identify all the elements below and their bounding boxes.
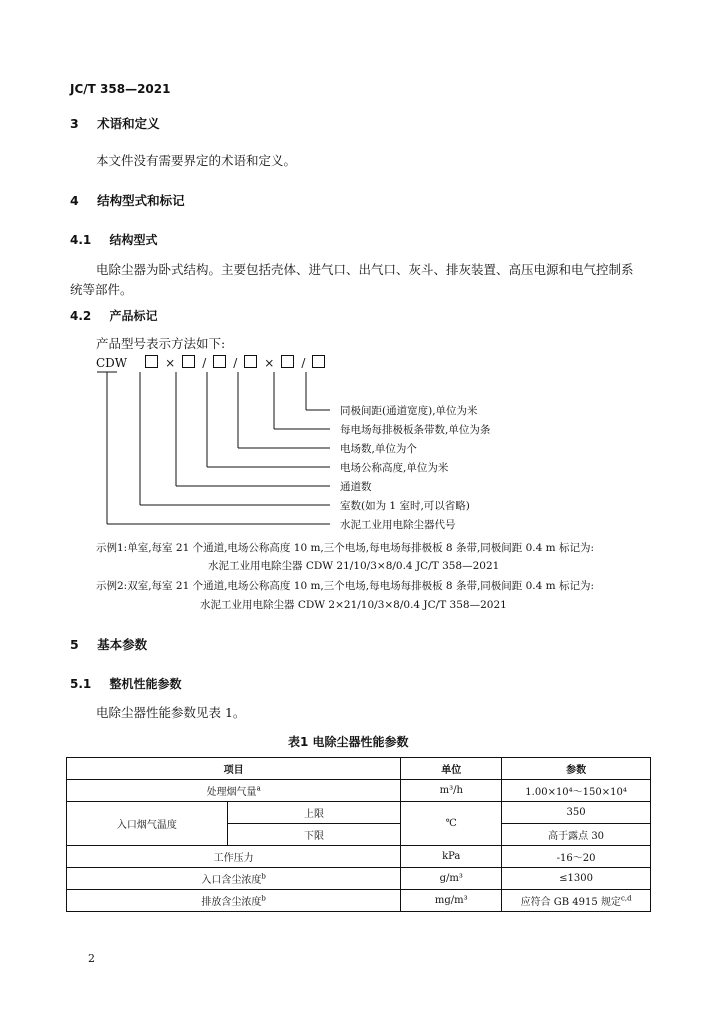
unit-cell: g/m³: [401, 868, 502, 890]
times-sign: ×: [165, 356, 176, 370]
section-title: 基本参数: [97, 637, 148, 652]
param-cell: [502, 890, 651, 912]
unit-cell: kPa: [401, 846, 502, 868]
slash-sign: /: [301, 356, 306, 370]
section-5-1-body: 电除尘器性能参数见表 1。: [96, 705, 246, 720]
section-number: 3: [70, 116, 79, 131]
code-label-strips: 每电场每排极板条带数,单位为条: [340, 424, 491, 436]
document-header: JC/T 358—2021: [70, 82, 171, 96]
item-cell: 工作压力: [67, 846, 401, 868]
header-unit: 单位: [401, 758, 502, 780]
param-cell: -16～20: [502, 846, 651, 868]
item-text: 处理烟气量: [206, 787, 257, 798]
code-label-fields: 电场数,单位为个: [340, 443, 417, 455]
subitem-cell: 下限: [227, 824, 401, 846]
item-cell: 入口烟气温度: [67, 802, 228, 846]
section-5-1-heading: [70, 675, 181, 692]
slash-sign: /: [202, 356, 207, 370]
footnote-mark: c,d: [620, 894, 632, 903]
placeholder-box-fields: [244, 355, 257, 368]
subitem-cell: 上限: [227, 802, 401, 824]
section-number: 4: [70, 193, 79, 208]
section-number: 4.1: [70, 233, 92, 247]
slash-sign: /: [233, 356, 238, 370]
section-number: 5: [70, 637, 79, 652]
placeholder-box-rooms: [145, 355, 158, 368]
example-1-line1: 示例1:单室,每室 21 个通道,电场公称高度 10 m,三个电场,每电场每排极板 8 条带,同极间距 0.4 m 标记为:: [96, 542, 594, 554]
table-row: [67, 780, 651, 802]
table-header-row: [67, 758, 651, 780]
section-4-2-heading: [70, 307, 157, 324]
code-label-product-code: 水泥工业用电除尘器代号: [340, 519, 456, 531]
section-number: 4.2: [70, 309, 92, 323]
param-cell: 350: [502, 802, 651, 824]
section-3-body: 本文件没有需要界定的术语和定义。: [96, 153, 297, 168]
table-row: [67, 890, 651, 912]
item-text: 排放含尘浓度: [201, 897, 262, 908]
example-1-line2: 水泥工业用电除尘器 CDW 21/10/3×8/0.4 JC/T 358—2021: [208, 560, 500, 572]
code-label-pole-spacing: 同极间距(通道宽度),单位为米: [340, 405, 478, 417]
section-title: 术语和定义: [97, 116, 160, 131]
header-item: 项目: [67, 758, 401, 780]
header-param: 参数: [502, 758, 651, 780]
section-number: 5.1: [70, 677, 92, 691]
placeholder-box-height: [213, 355, 226, 368]
unit-cell: ℃: [401, 802, 502, 846]
param-text: 应符合 GB 4915 规定: [520, 897, 621, 908]
code-label-height: 电场公称高度,单位为米: [340, 462, 449, 474]
item-text: 入口含尘浓度: [201, 875, 262, 886]
placeholder-box-spacing: [312, 355, 325, 368]
placeholder-box-channels: [182, 355, 195, 368]
times-sign: ×: [264, 356, 275, 370]
table-row: [67, 868, 651, 890]
section-4-1-body-line1: 电除尘器为卧式结构。主要包括壳体、进气口、出气口、灰斗、排灰装置、高压电源和电气控制系: [96, 262, 634, 277]
unit-cell: m³/h: [401, 780, 502, 802]
table-row: [67, 846, 651, 868]
section-4-heading: [70, 191, 185, 209]
item-cell: [67, 890, 401, 912]
code-label-rooms: 室数(如为 1 室时,可以省略): [340, 500, 470, 512]
section-4-1-heading: [70, 231, 157, 248]
performance-parameters-table: [66, 757, 651, 912]
table-caption: 表1 电除尘器性能参数: [288, 735, 409, 749]
section-title: 结构型式和标记: [97, 193, 185, 208]
page-number: 2: [88, 952, 95, 965]
example-2-line1: 示例2:双室,每室 21 个通道,电场公称高度 10 m,三个电场,每电场每排极板 8 条带,同极间距 0.4 m 标记为:: [96, 580, 594, 592]
item-cell: [67, 780, 401, 802]
section-title: 结构型式: [109, 233, 158, 247]
placeholder-box-strips: [281, 355, 294, 368]
unit-cell: mg/m³: [401, 890, 502, 912]
example-2-line2: 水泥工业用电除尘器 CDW 2×21/10/3×8/0.4 JC/T 358—2021: [200, 599, 507, 611]
footnote-mark: b: [261, 872, 266, 881]
footnote-mark: b: [261, 894, 266, 903]
section-title: 产品标记: [109, 309, 158, 323]
table-row: [67, 802, 651, 824]
item-cell: [67, 868, 401, 890]
footnote-mark: a: [256, 784, 261, 793]
param-cell: 高于露点 30: [502, 824, 651, 846]
section-4-2-intro: 产品型号表示方法如下:: [96, 336, 226, 351]
code-label-channels: 通道数: [340, 481, 372, 493]
section-4-1-body-line2: 统等部件。: [70, 282, 133, 297]
section-3-heading: [70, 114, 160, 132]
product-code-pattern: [96, 355, 329, 370]
section-title: 整机性能参数: [109, 677, 182, 691]
param-cell: ≤1300: [502, 868, 651, 890]
code-prefix: CDW: [96, 356, 128, 370]
section-5-heading: [70, 635, 147, 653]
param-cell: 1.00×10⁴～150×10⁴: [502, 780, 651, 802]
